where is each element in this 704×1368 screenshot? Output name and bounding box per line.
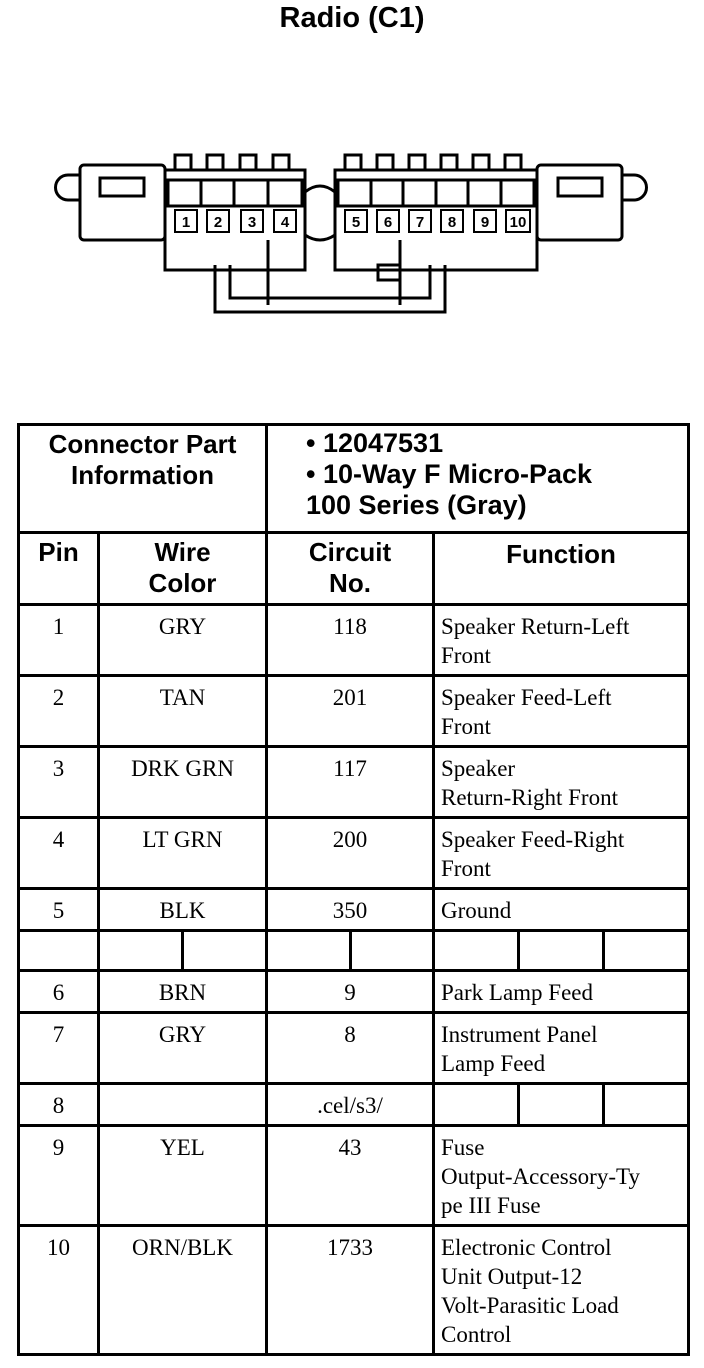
connector-desc-cont: 100 Series (Gray)	[306, 490, 527, 520]
pin-cell: 4	[19, 818, 99, 889]
wire-color-cell: ORN/BLK	[99, 1226, 267, 1355]
table-row	[19, 818, 689, 889]
circuit-cell: 8	[267, 1013, 434, 1084]
pin-cell: 7	[19, 1013, 99, 1084]
circuit-cell: 201	[267, 676, 434, 747]
connector-diagram	[0, 140, 704, 330]
pin-label: 4	[280, 214, 290, 231]
info-label: Connector Part Information	[19, 425, 267, 533]
function-cell: Electronic Control Unit Output-12 Volt-Parasitic Load Control	[434, 1226, 689, 1355]
pin-cell: 5	[19, 889, 99, 931]
empty-row	[19, 931, 689, 971]
circuit-cell: 9	[267, 971, 434, 1013]
connector-table	[17, 423, 690, 1356]
circuit-cell: .cel/s3/	[267, 1084, 434, 1126]
info-values	[267, 425, 689, 533]
pin-label: 6	[383, 214, 393, 231]
table-row	[19, 676, 689, 747]
pin-cell: 10	[19, 1226, 99, 1355]
wire-color-cell: YEL	[99, 1126, 267, 1226]
pin-cell: 9	[19, 1126, 99, 1226]
table-row	[19, 605, 689, 676]
wire-color-cell: LT GRN	[99, 818, 267, 889]
pin-label: 9	[480, 214, 490, 231]
pin-label: 8	[447, 214, 457, 231]
wire-color-cell: BLK	[99, 889, 267, 931]
header-row	[19, 533, 689, 605]
header-function: Function	[434, 533, 689, 605]
wire-color-cell: GRY	[99, 605, 267, 676]
circuit-cell: 43	[267, 1126, 434, 1226]
function-cell: Instrument Panel Lamp Feed	[434, 1013, 689, 1084]
table-row	[19, 1084, 689, 1126]
header-pin: Pin	[19, 533, 99, 605]
pin-cell: 3	[19, 747, 99, 818]
function-cell: Speaker Feed-Left Front	[434, 676, 689, 747]
part-number: • 12047531	[306, 428, 444, 458]
table-row	[19, 889, 689, 931]
table-row	[19, 1013, 689, 1084]
function-cell: Park Lamp Feed	[434, 971, 689, 1013]
page-title: Radio (C1)	[279, 2, 425, 34]
info-row	[19, 425, 689, 533]
pin-cell: 8	[19, 1084, 99, 1126]
circuit-cell: 1733	[267, 1226, 434, 1355]
connector-desc: • 10-Way F Micro-Pack	[306, 459, 593, 489]
wire-color-cell	[99, 1084, 267, 1126]
function-cell: Ground	[434, 889, 689, 931]
wire-color-cell: GRY	[99, 1013, 267, 1084]
table-row	[19, 1226, 689, 1355]
function-cell: Speaker Return-Right Front	[434, 747, 689, 818]
wire-color-cell: BRN	[99, 971, 267, 1013]
function-cell: Speaker Feed-Right Front	[434, 818, 689, 889]
pin-label: 2	[213, 214, 223, 231]
pin-label: 3	[247, 214, 257, 231]
circuit-cell: 350	[267, 889, 434, 931]
pin-label: 7	[415, 214, 425, 231]
circuit-cell: 200	[267, 818, 434, 889]
pin-cell: 2	[19, 676, 99, 747]
pin-label: 1	[181, 214, 191, 231]
circuit-cell: 117	[267, 747, 434, 818]
pin-label: 5	[351, 214, 361, 231]
circuit-cell: 118	[267, 605, 434, 676]
header-wire-color: Wire Color	[99, 533, 267, 605]
table-row	[19, 747, 689, 818]
header-circuit: Circuit No.	[267, 533, 434, 605]
table-row	[19, 1126, 689, 1226]
wire-color-cell: DRK GRN	[99, 747, 267, 818]
pin-label: 10	[509, 214, 527, 231]
table-row	[19, 971, 689, 1013]
function-cell: Fuse Output-Accessory-Ty pe III Fuse	[434, 1126, 689, 1226]
wire-color-cell: TAN	[99, 676, 267, 747]
pin-cell: 6	[19, 971, 99, 1013]
function-cell: Speaker Return-Left Front	[434, 605, 689, 676]
pin-cell: 1	[19, 605, 99, 676]
